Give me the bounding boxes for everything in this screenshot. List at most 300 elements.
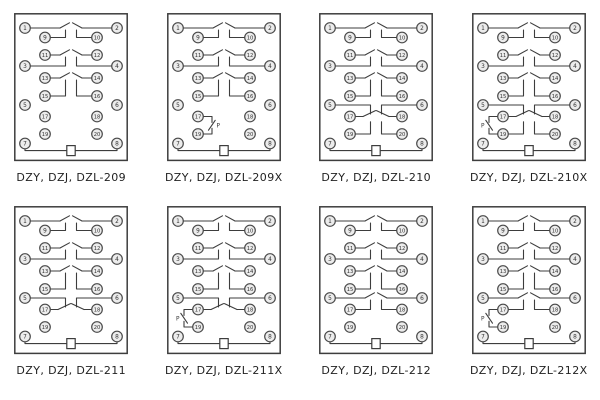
terminal-16 <box>549 284 560 295</box>
terminal-number: 1 <box>328 219 333 225</box>
terminal-number: 15 <box>499 287 507 293</box>
terminal-4 <box>112 254 123 265</box>
contact-group-changeover <box>529 105 569 134</box>
terminal-6 <box>417 100 428 111</box>
bottom-bus <box>178 339 270 349</box>
terminal-number: 14 <box>246 76 254 82</box>
terminal-2 <box>569 23 580 34</box>
terminal-number: 12 <box>246 246 254 252</box>
terminal-number: 19 <box>194 325 202 331</box>
terminal-8 <box>264 331 275 342</box>
terminal-number: 20 <box>551 132 559 138</box>
terminal-number: 6 <box>572 296 577 302</box>
terminal-19 <box>192 322 203 333</box>
terminal-8 <box>417 138 428 149</box>
terminal-11 <box>497 50 508 61</box>
terminal-wiring-diagram <box>319 13 433 163</box>
terminal-number: 15 <box>41 287 49 293</box>
terminal-number: 7 <box>23 334 28 341</box>
terminal-number: 8 <box>115 334 120 341</box>
bottom-bus <box>25 339 117 349</box>
terminal-14 <box>549 73 560 84</box>
relay-panel-1 <box>161 13 288 184</box>
terminal-15 <box>497 91 508 102</box>
terminal-2 <box>112 23 123 34</box>
terminal-4 <box>417 61 428 72</box>
terminal-12 <box>92 243 103 254</box>
terminal-14 <box>397 266 408 277</box>
contact-group-no <box>73 266 92 289</box>
terminal-number: 11 <box>499 246 507 252</box>
terminal-number: 15 <box>41 94 49 100</box>
terminal-number: 13 <box>194 76 202 82</box>
terminal-11 <box>192 243 203 254</box>
terminal-number: 18 <box>246 307 254 314</box>
contact-group-no <box>73 73 92 96</box>
terminal-number: 9 <box>348 35 353 42</box>
terminal-number: 13 <box>346 269 354 275</box>
terminal-number: 20 <box>398 132 406 138</box>
terminal-number: 16 <box>93 94 101 100</box>
terminal-11 <box>345 50 356 61</box>
terminal-number: 2 <box>420 26 425 32</box>
terminal-number: 8 <box>420 334 425 341</box>
relay-panel-0 <box>8 13 135 184</box>
terminal-4 <box>264 254 275 265</box>
terminal-17 <box>497 304 508 315</box>
contact-group-no <box>508 266 527 289</box>
terminal-2 <box>417 23 428 34</box>
terminal-20 <box>92 129 103 140</box>
terminal-number: 17 <box>41 307 49 314</box>
terminal-5 <box>172 100 183 111</box>
contact-group-no <box>203 73 222 96</box>
terminal-number: 4 <box>115 257 120 263</box>
terminal-3 <box>477 254 488 265</box>
terminal-10 <box>549 225 560 236</box>
terminal-number: 11 <box>41 246 49 252</box>
terminal-3 <box>172 61 183 72</box>
p-strap <box>203 117 220 135</box>
terminal-number: 18 <box>246 114 254 121</box>
terminal-19 <box>345 129 356 140</box>
terminal-5 <box>172 293 183 304</box>
model-label: DZY, DZJ, DZL-212 <box>321 364 432 377</box>
terminal-number: 7 <box>328 141 333 148</box>
terminal-number: 15 <box>194 287 202 293</box>
terminal-number: 10 <box>551 35 559 42</box>
terminal-1 <box>172 216 183 227</box>
terminal-number: 7 <box>328 334 333 341</box>
terminal-4 <box>417 254 428 265</box>
terminal-number: 6 <box>267 296 272 302</box>
terminal-number: 13 <box>499 76 507 82</box>
terminal-10 <box>92 32 103 43</box>
terminal-number: 8 <box>267 334 272 341</box>
terminal-number: 19 <box>41 132 49 138</box>
terminal-20 <box>92 322 103 333</box>
terminal-number: 2 <box>115 219 120 225</box>
terminal-number: 3 <box>175 257 180 263</box>
terminal-14 <box>92 266 103 277</box>
terminal-13 <box>497 73 508 84</box>
terminal-18 <box>549 304 560 315</box>
terminal-8 <box>264 138 275 149</box>
terminal-number: 19 <box>41 325 49 331</box>
terminal-6 <box>264 100 275 111</box>
terminal-number: 8 <box>572 141 577 148</box>
terminal-number: 4 <box>420 64 425 70</box>
terminal-19 <box>40 129 51 140</box>
terminal-11 <box>192 50 203 61</box>
terminal-number: 14 <box>246 269 254 275</box>
terminal-number: 15 <box>499 94 507 100</box>
terminal-number: 12 <box>93 53 101 59</box>
terminal-16 <box>397 284 408 295</box>
terminal-4 <box>569 61 580 72</box>
terminal-12 <box>397 243 408 254</box>
terminal-19 <box>345 322 356 333</box>
contact-group-no <box>203 266 222 289</box>
terminal-7 <box>477 331 488 342</box>
bottom-bus <box>483 146 575 156</box>
terminal-number: 1 <box>23 219 28 225</box>
relay-panel-6 <box>313 206 440 377</box>
terminal-number: 4 <box>420 257 425 263</box>
terminal-number: 1 <box>328 26 333 32</box>
terminal-13 <box>345 73 356 84</box>
terminal-number: 5 <box>23 103 28 109</box>
terminal-13 <box>40 266 51 277</box>
terminal-2 <box>264 216 275 227</box>
contact-group-no <box>508 73 527 96</box>
terminal-wiring-diagram <box>167 206 281 356</box>
terminal-9 <box>192 32 203 43</box>
terminal-number: 14 <box>93 269 101 275</box>
terminal-9 <box>345 225 356 236</box>
terminal-6 <box>264 293 275 304</box>
contact-group-no <box>356 73 375 96</box>
terminal-20 <box>244 322 255 333</box>
terminal-10 <box>549 32 560 43</box>
terminal-number: 11 <box>194 246 202 252</box>
mounting-key <box>220 146 228 156</box>
terminal-number: 3 <box>23 257 28 263</box>
terminal-number: 4 <box>115 64 120 70</box>
terminal-15 <box>192 284 203 295</box>
terminal-number: 6 <box>115 103 120 109</box>
terminal-14 <box>244 73 255 84</box>
terminal-11 <box>345 243 356 254</box>
model-label: DZY, DZJ, DZL-210X <box>469 171 588 184</box>
terminal-wiring-diagram <box>167 13 281 163</box>
terminal-17 <box>345 111 356 122</box>
terminal-number: 7 <box>175 334 180 341</box>
terminal-3 <box>20 61 31 72</box>
terminal-9 <box>345 32 356 43</box>
terminal-number: 16 <box>551 287 559 293</box>
terminal-18 <box>397 111 408 122</box>
terminal-19 <box>40 322 51 333</box>
terminal-number: 17 <box>194 114 202 121</box>
terminal-3 <box>20 254 31 265</box>
terminal-number: 9 <box>195 228 200 235</box>
terminal-number: 4 <box>267 64 272 70</box>
terminal-2 <box>112 216 123 227</box>
terminal-number: 9 <box>500 35 505 42</box>
terminal-2 <box>569 216 580 227</box>
terminal-number: 17 <box>41 114 49 121</box>
terminal-number: 7 <box>480 141 485 148</box>
strap-label: P <box>480 316 485 323</box>
terminal-16 <box>244 91 255 102</box>
terminal-number: 14 <box>398 269 406 275</box>
contact-group-no <box>225 73 244 96</box>
mounting-key <box>372 146 380 156</box>
terminal-3 <box>477 61 488 72</box>
terminal-6 <box>569 293 580 304</box>
terminal-number: 11 <box>499 53 507 59</box>
terminal-7 <box>325 331 336 342</box>
terminal-17 <box>497 111 508 122</box>
terminal-12 <box>397 50 408 61</box>
terminal-number: 10 <box>398 35 406 42</box>
terminal-20 <box>244 129 255 140</box>
panel-border <box>168 14 280 161</box>
terminal-13 <box>40 73 51 84</box>
terminal-7 <box>477 138 488 149</box>
terminal-5 <box>325 100 336 111</box>
terminal-1 <box>20 216 31 227</box>
terminal-wiring-diagram <box>472 13 586 163</box>
terminal-20 <box>549 129 560 140</box>
model-label: DZY, DZJ, DZL-210 <box>321 171 432 184</box>
mounting-key <box>525 339 533 349</box>
terminal-number: 10 <box>398 228 406 235</box>
terminal-8 <box>417 331 428 342</box>
terminal-number: 6 <box>115 296 120 302</box>
terminal-15 <box>345 91 356 102</box>
relay-panel-7 <box>466 206 593 377</box>
terminal-number: 6 <box>420 296 425 302</box>
terminal-number: 2 <box>115 26 120 32</box>
terminal-17 <box>345 304 356 315</box>
relay-panel-5 <box>161 206 288 377</box>
terminal-number: 14 <box>551 269 559 275</box>
contact-group-changeover <box>377 105 417 134</box>
terminal-number: 6 <box>572 103 577 109</box>
terminal-wiring-diagram <box>14 206 128 356</box>
terminal-11 <box>40 50 51 61</box>
terminal-number: 5 <box>480 296 485 302</box>
terminal-8 <box>569 138 580 149</box>
terminal-6 <box>417 293 428 304</box>
terminal-6 <box>112 100 123 111</box>
terminal-1 <box>20 23 31 34</box>
terminal-number: 11 <box>41 53 49 59</box>
terminal-number: 7 <box>480 334 485 341</box>
strap-label: P <box>216 123 220 130</box>
terminal-15 <box>497 284 508 295</box>
terminal-number: 20 <box>398 325 406 331</box>
terminal-number: 3 <box>480 64 485 70</box>
terminal-number: 13 <box>41 76 49 82</box>
terminal-number: 16 <box>551 94 559 100</box>
terminal-number: 17 <box>346 114 354 121</box>
terminal-number: 14 <box>398 76 406 82</box>
terminal-number: 1 <box>23 26 28 32</box>
terminal-number: 8 <box>572 334 577 341</box>
terminal-15 <box>40 91 51 102</box>
terminal-7 <box>172 331 183 342</box>
terminal-number: 16 <box>398 94 406 100</box>
terminal-7 <box>172 138 183 149</box>
terminal-10 <box>92 225 103 236</box>
terminal-number: 1 <box>175 26 180 32</box>
strap-label: P <box>480 123 485 130</box>
terminal-18 <box>92 111 103 122</box>
terminal-number: 8 <box>420 141 425 148</box>
contact-group-no <box>378 266 397 289</box>
terminal-number: 17 <box>499 307 507 314</box>
bottom-bus <box>330 339 422 349</box>
terminal-4 <box>569 254 580 265</box>
terminal-number: 13 <box>194 269 202 275</box>
terminal-number: 20 <box>93 325 101 331</box>
terminal-number: 9 <box>500 228 505 235</box>
terminal-wiring-diagram <box>14 13 128 163</box>
terminal-20 <box>549 322 560 333</box>
terminal-number: 17 <box>346 307 354 314</box>
terminal-15 <box>345 284 356 295</box>
terminal-number: 19 <box>499 132 507 138</box>
contact-group-no <box>530 73 549 96</box>
panel-border <box>15 207 127 354</box>
terminal-15 <box>192 91 203 102</box>
terminal-number: 13 <box>41 269 49 275</box>
relay-panel-4 <box>8 206 135 377</box>
contact-group-no <box>225 266 244 289</box>
terminal-number: 10 <box>551 228 559 235</box>
terminal-number: 7 <box>23 141 28 148</box>
terminal-6 <box>112 293 123 304</box>
terminal-12 <box>549 50 560 61</box>
terminal-2 <box>264 23 275 34</box>
terminal-number: 19 <box>346 325 354 331</box>
terminal-number: 2 <box>267 26 272 32</box>
terminal-11 <box>40 243 51 254</box>
terminal-9 <box>497 225 508 236</box>
terminal-4 <box>112 61 123 72</box>
terminal-number: 2 <box>420 219 425 225</box>
terminal-number: 18 <box>551 114 559 121</box>
contact-group-no <box>51 266 70 289</box>
terminal-19 <box>192 129 203 140</box>
terminal-number: 4 <box>572 257 577 263</box>
terminal-number: 4 <box>572 64 577 70</box>
panel-border <box>320 14 432 161</box>
terminal-12 <box>244 50 255 61</box>
terminal-3 <box>325 61 336 72</box>
terminal-19 <box>497 322 508 333</box>
terminal-number: 12 <box>551 246 559 252</box>
terminal-number: 17 <box>499 114 507 121</box>
p-strap <box>481 310 498 328</box>
terminal-number: 2 <box>572 26 577 32</box>
terminal-number: 19 <box>346 132 354 138</box>
terminal-number: 6 <box>420 103 425 109</box>
mounting-key <box>67 339 75 349</box>
terminal-5 <box>477 293 488 304</box>
terminal-number: 9 <box>195 35 200 42</box>
terminal-number: 9 <box>43 228 48 235</box>
terminal-number: 10 <box>93 228 101 235</box>
model-label: DZY, DZJ, DZL-209 <box>16 171 127 184</box>
terminal-7 <box>325 138 336 149</box>
model-label: DZY, DZJ, DZL-209X <box>164 171 283 184</box>
terminal-17 <box>192 111 203 122</box>
terminal-number: 14 <box>551 76 559 82</box>
terminal-number: 3 <box>480 257 485 263</box>
panel-border <box>320 207 432 354</box>
contact-group-no <box>378 73 397 96</box>
contact-group-changeover <box>488 105 528 134</box>
terminal-18 <box>244 111 255 122</box>
terminal-number: 16 <box>246 287 254 293</box>
terminal-5 <box>20 100 31 111</box>
terminal-3 <box>325 254 336 265</box>
terminal-number: 12 <box>93 246 101 252</box>
terminal-number: 2 <box>267 219 272 225</box>
terminal-number: 12 <box>551 53 559 59</box>
terminal-18 <box>92 304 103 315</box>
terminal-17 <box>40 304 51 315</box>
terminal-12 <box>92 50 103 61</box>
terminal-number: 12 <box>246 53 254 59</box>
bottom-bus <box>330 146 422 156</box>
strap-label: P <box>175 316 180 323</box>
terminal-16 <box>92 91 103 102</box>
terminal-13 <box>192 73 203 84</box>
terminal-6 <box>569 100 580 111</box>
terminal-number: 9 <box>348 228 353 235</box>
terminal-8 <box>112 331 123 342</box>
terminal-14 <box>92 73 103 84</box>
terminal-15 <box>40 284 51 295</box>
terminal-12 <box>549 243 560 254</box>
terminal-number: 3 <box>23 64 28 70</box>
terminal-16 <box>92 284 103 295</box>
terminal-number: 6 <box>267 103 272 109</box>
panel-border <box>15 14 127 161</box>
terminal-number: 5 <box>175 103 180 109</box>
terminal-number: 3 <box>175 64 180 70</box>
terminal-16 <box>549 91 560 102</box>
terminal-number: 2 <box>572 219 577 225</box>
mounting-key <box>67 146 75 156</box>
terminal-number: 5 <box>23 296 28 302</box>
panel-border <box>168 207 280 354</box>
panel-border <box>473 207 585 354</box>
terminal-number: 19 <box>194 132 202 138</box>
terminal-number: 15 <box>346 287 354 293</box>
terminal-4 <box>264 61 275 72</box>
bottom-bus <box>483 339 575 349</box>
terminal-13 <box>497 266 508 277</box>
terminal-1 <box>477 216 488 227</box>
terminal-number: 10 <box>246 35 254 42</box>
terminal-number: 5 <box>328 296 333 302</box>
